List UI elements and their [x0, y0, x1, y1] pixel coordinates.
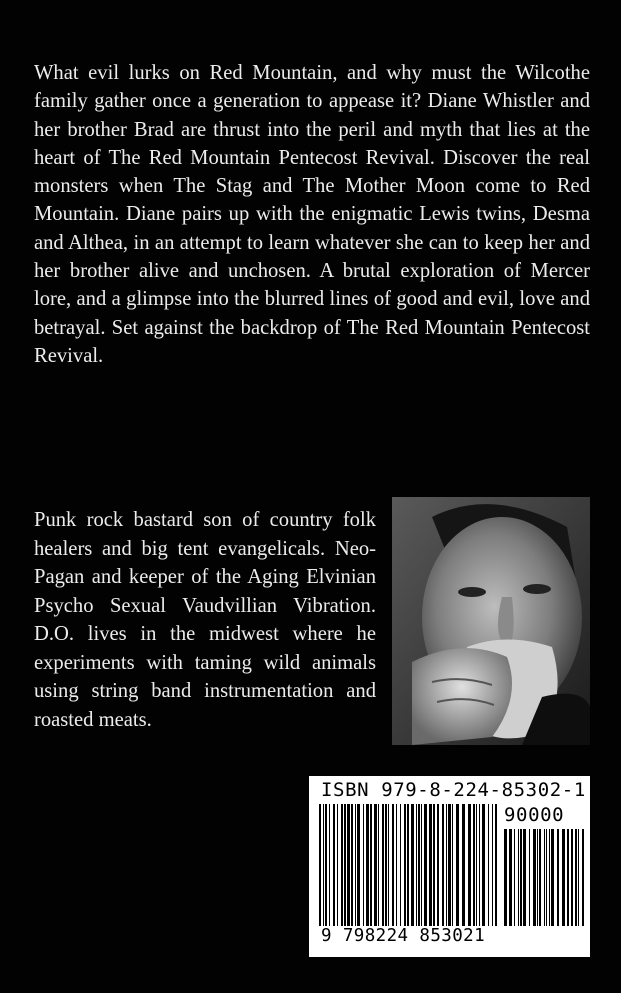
barcode-bar	[571, 829, 573, 926]
barcode-bar	[551, 829, 554, 926]
book-blurb: What evil lurks on Red Mountain, and why must the Wilcothe family gather once a generation to appease it? Diane Whistler and her brother Brad are thrust into the peril and myth that lies at the heart of The Red Mountain Pentecost Revival. Discover the real monsters when The Stag and The Mother Moon come to Red Mountain. Diane pairs up with the enigmatic Lewis twins, Desma and Althea, in an attempt to learn whatever she can to keep her and her brother alive and unchosen. A brutal exploration of Mercer lore, and a glimpse into the blurred lines of good and evil, love and betrayal. Set against the backdrop of The Red Mountain Pentecost Revival.	[34, 62, 590, 367]
barcode-bar	[514, 829, 515, 926]
barcode-bar	[482, 804, 485, 926]
barcode-bar	[388, 804, 389, 926]
author-portrait-image	[392, 497, 590, 745]
barcode-bar	[385, 804, 387, 926]
barcode-bar	[518, 829, 519, 926]
barcode-bar	[544, 829, 545, 926]
barcode-bar	[344, 804, 346, 926]
barcode-bar	[546, 829, 547, 926]
barcode-bar	[392, 804, 394, 926]
barcode-bar	[333, 804, 335, 926]
barcode-bar	[382, 804, 384, 926]
price-code: 90000	[504, 804, 565, 826]
barcode-bar	[549, 829, 550, 926]
barcode-bar	[448, 804, 451, 926]
barcode-bar	[578, 829, 579, 926]
barcode-bar	[323, 804, 324, 926]
barcode-bar	[523, 829, 526, 926]
barcode-bar	[418, 804, 420, 926]
barcode-bar	[442, 804, 444, 926]
barcode-bar	[325, 804, 327, 926]
barcode-bar	[396, 804, 397, 926]
barcode-bar	[374, 804, 377, 926]
barcode-bar	[462, 804, 465, 926]
barcode-bar	[492, 804, 493, 926]
barcode-bar	[533, 829, 536, 926]
barcode-digits: 9 798224 853021	[321, 926, 486, 946]
barcode-bar	[575, 829, 577, 926]
author-photo	[392, 497, 590, 745]
barcode-bar	[567, 829, 569, 926]
barcode-bar	[416, 804, 417, 926]
isbn-label: ISBN 979-8-224-85302-1	[321, 779, 586, 801]
barcode-bar	[452, 804, 453, 926]
barcode-bar	[421, 804, 422, 926]
barcode-bar	[476, 804, 477, 926]
barcode-bar	[351, 804, 353, 926]
barcode-bar	[424, 804, 427, 926]
barcode-bar	[446, 804, 447, 926]
barcode-bar	[488, 804, 489, 926]
barcode-bar	[329, 804, 330, 926]
barcode-bar	[557, 829, 559, 926]
barcode-bar	[495, 804, 497, 926]
barcode-bar	[411, 804, 414, 926]
barcode-bar	[363, 804, 364, 926]
barcode-bar	[347, 804, 350, 926]
barcode-bar	[539, 829, 541, 926]
barcode-bar	[429, 804, 432, 926]
barcode-bar	[562, 829, 565, 926]
barcode-bar	[319, 804, 321, 926]
barcode-bar	[509, 829, 512, 926]
barcode-bar	[433, 804, 435, 926]
barcode-bar	[355, 804, 356, 926]
barcode-bar	[504, 829, 507, 926]
barcode-bar	[582, 829, 584, 926]
barcode-bar	[366, 804, 369, 926]
author-bio: Punk rock bastard son of country folk healers and big tent evangelicals. Neo-Pagan and keeper of the Aging Elvinian Psycho Sexual Vaudvillian Vibration. D.O. lives in the midwest where he experiments with taming wild animals using string band instrumentation and roasted meats.	[34, 509, 376, 731]
barcode-bar	[520, 829, 522, 926]
barcode-bar	[370, 804, 372, 926]
isbn-barcode	[309, 776, 590, 957]
barcode-bar	[437, 804, 439, 926]
barcode-bar	[407, 804, 409, 926]
barcode-bar	[456, 804, 459, 926]
barcode-bar	[400, 804, 401, 926]
barcode-bar	[378, 804, 379, 926]
barcode-addon-bars	[504, 829, 584, 926]
barcode-bar	[529, 829, 530, 926]
barcode-bar	[468, 804, 471, 926]
barcode-bar	[537, 829, 538, 926]
barcode-bar	[479, 804, 480, 926]
barcode-bar	[473, 804, 475, 926]
barcode-bar	[337, 804, 338, 926]
barcode-bar	[341, 804, 343, 926]
barcode-bars	[319, 804, 499, 926]
barcode-bar	[404, 804, 406, 926]
barcode-bar	[357, 804, 360, 926]
